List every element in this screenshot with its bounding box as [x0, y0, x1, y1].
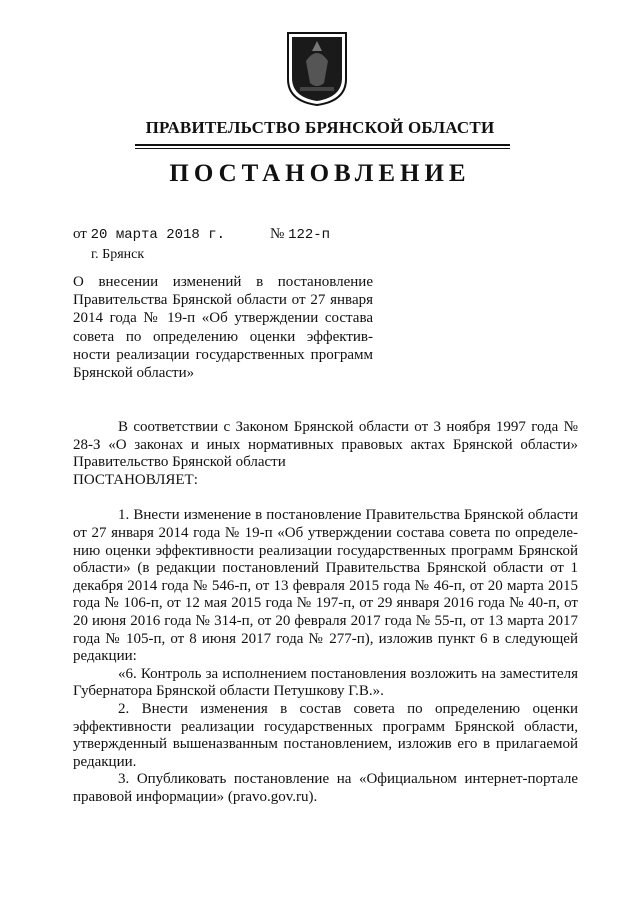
date-line	[73, 226, 225, 243]
header-rule-thin	[135, 148, 510, 149]
number-line	[270, 226, 330, 243]
document-date: 20 марта 2018 г.	[90, 227, 226, 243]
item-1-quote: «6. Контроль за исполнением постановления возложить на заместителя Губернатора Брянской области Петушкову Г.В.».	[73, 665, 578, 700]
item-3: 3. Опубликовать постановление на «Официальном интернет-портале правовой информации» (pravo.gov.ru).	[73, 771, 578, 805]
city: г. Брянск	[91, 247, 145, 262]
item-2: 2. Внести изменения в состав совета по определению оценки эффективности реализации государственных программ Брянской области, утвержденный вышеназванным постановлением, изложив его в прилагаемой редакции.	[73, 700, 578, 770]
document-body	[73, 419, 578, 806]
header-rule-thick	[135, 144, 510, 146]
item-1: 1. Внести изменение в постановление Правительства Брянской области от 27 января 2014 года № 19-п «Об утверждении состава совета по определе-нию оценки эффективности реализации государственных программ Брянской области» (в редакции постановлений Правительства Брянской области от 1 декабря 2014 года № 546-п, от 13 февраля 2015 года № 46-п, от 20 марта 2015 года № 106-п, от 12 мая 2015 года № 197-п, от 29 января 2016 года № 40-п, от 20 июня 2016 года № 314-п, от 20 февраля 2017 года № 55-п, от 13 марта 2017 года № 105-п, от 8 июня 2017 года № 277-п), изложив пункт 6 в следующей редакции:	[73, 507, 578, 665]
resolves-heading: ПОСТАНОВЛЯЕТ:	[73, 471, 198, 488]
document-subject: О внесении изменений в постановление Правительства Брянской области от 27 января 2014 года № 19-п «Об утверждении состава совета по определению оценки эффектив-ности реализации государственных программ Брянской области»	[73, 274, 373, 382]
preamble: В соответствии с Законом Брянской области от 3 ноября 1997 года № 28-З «О законах и иных нормативных правовых актах Брянской области» Правительство Брянской области	[73, 419, 578, 471]
number-sign: №	[270, 226, 285, 242]
government-name: ПРАВИТЕЛЬСТВО БРЯНСКОЙ ОБЛАСТИ	[145, 118, 495, 137]
date-prefix: от	[73, 226, 87, 242]
document-number: 122-п	[288, 227, 331, 243]
document-type: ПОСТАНОВЛЕНИЕ	[169, 160, 471, 187]
coat-of-arms-icon	[286, 31, 348, 107]
